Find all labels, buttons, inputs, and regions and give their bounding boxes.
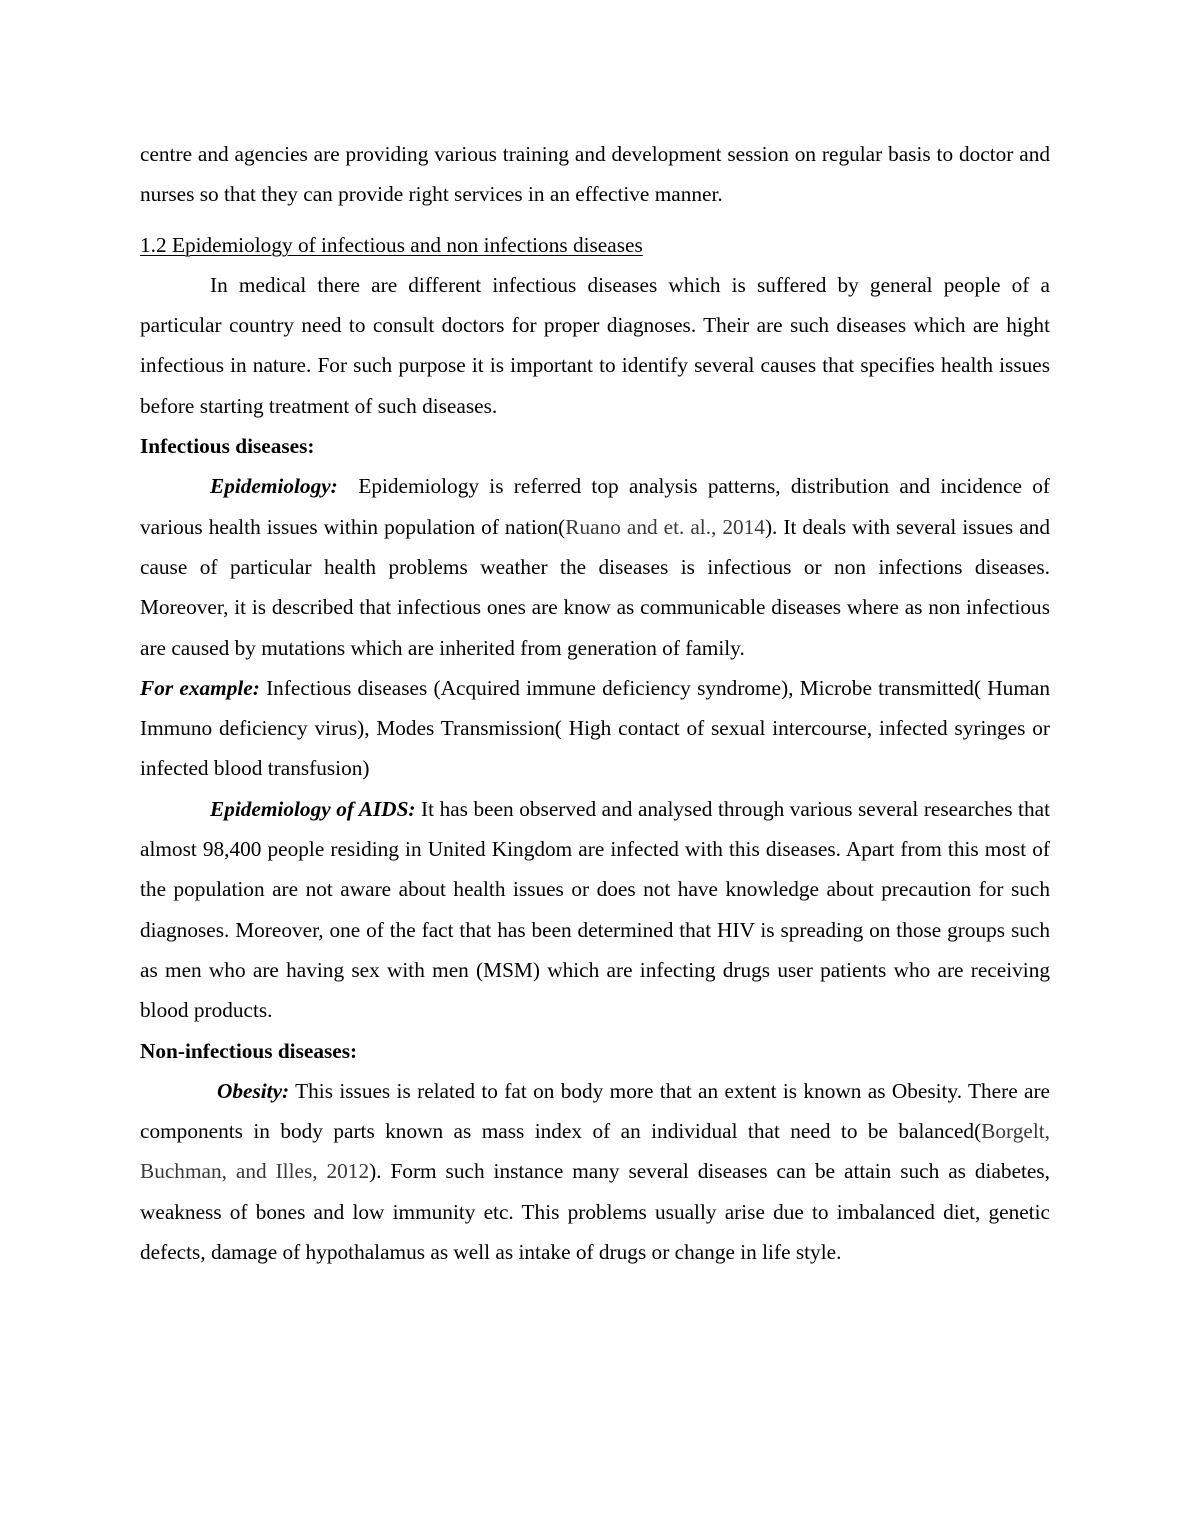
example-label: For example: — [140, 675, 260, 700]
noninfectious-heading-paragraph — [140, 1031, 1050, 1071]
section-heading-paragraph — [140, 225, 1050, 265]
epidemiology-paragraph — [140, 466, 1056, 667]
aids-paragraph — [140, 789, 1050, 1031]
obesity-text-b: ). Form such instance many several diseases can be attain such as diabetes, weakness of bones and low immunity etc. This problems usually arise due to imbalanced diet, genetic defects, damage of hypothalamus as well as intake of drugs or change in life style. — [140, 1159, 1050, 1265]
example-paragraph — [140, 668, 1050, 789]
aids-label: Epidemiology of AIDS: — [210, 796, 416, 821]
aids-text: It has been observed and analysed through various several researches that almost 98,400 people residing in United Kingdom are infected with this diseases. Apart from this most of the population are not aware about health issues or does not have knowledge about precaution for such diagnoses. Moreover, one of the fact that has been determined that HIV is spreading on those groups such as men who are having sex with men (MSM) which are infecting drugs user patients who are receiving blood products. — [140, 796, 1050, 1023]
epidemiology-citation: Ruano and et. al., 2014 — [565, 514, 765, 539]
intro-paragraph: centre and agencies are providing various training and development session on regular basis to doctor and nurses so that they can provide right services in an effective manner. — [140, 142, 1050, 207]
noninfectious-heading: Non-infectious diseases: — [140, 1038, 358, 1063]
obesity-citation: Borgelt, Buchman, and Illes, 2012 — [140, 1119, 1050, 1184]
obesity-paragraph — [140, 1071, 1050, 1272]
epidemiology-text-b: ). It deals with several issues and cause of particular health problems weather the diseases is infectious or non infections diseases. Moreover, it is described that infectious ones are know as communicable diseases where as non infectious are caused by mutations which are inherited from generation of family. — [140, 514, 1050, 660]
obesity-text-a: This issues is related to fat on body more that an extent is known as Obesity. There are components in body parts known as mass index of an individual that need to be balanced( — [140, 1078, 1050, 1144]
infectious-heading: Infectious diseases: — [140, 434, 315, 459]
epidemiology-text-a: Epidemiology is referred top analysis patterns, distribution and incidence of various health issues within population of nation( — [140, 474, 1056, 539]
document-page — [140, 134, 1056, 1272]
medical-intro-paragraph: In medical there are different infectious diseases which is suffered by general people of a particular country need to consult doctors for proper diagnoses. Their are such diseases which are hight infectious in nature. For such purpose it is important to identify several causes that specifies health issues before starting treatment of such diseases. — [140, 272, 1050, 418]
infectious-heading-paragraph — [140, 426, 1050, 466]
example-text: Infectious diseases (Acquired immune deficiency syndrome), Microbe transmitted( Human Immuno deficiency virus), Modes Transmission( High contact of sexual intercourse, infected syringes or infected blood transfusion) — [140, 675, 1050, 781]
epidemiology-label: Epidemiology: — [210, 474, 338, 499]
section-heading: 1.2 Epidemiology of infectious and non infections diseases — [140, 232, 643, 257]
obesity-label: Obesity: — [217, 1078, 290, 1103]
